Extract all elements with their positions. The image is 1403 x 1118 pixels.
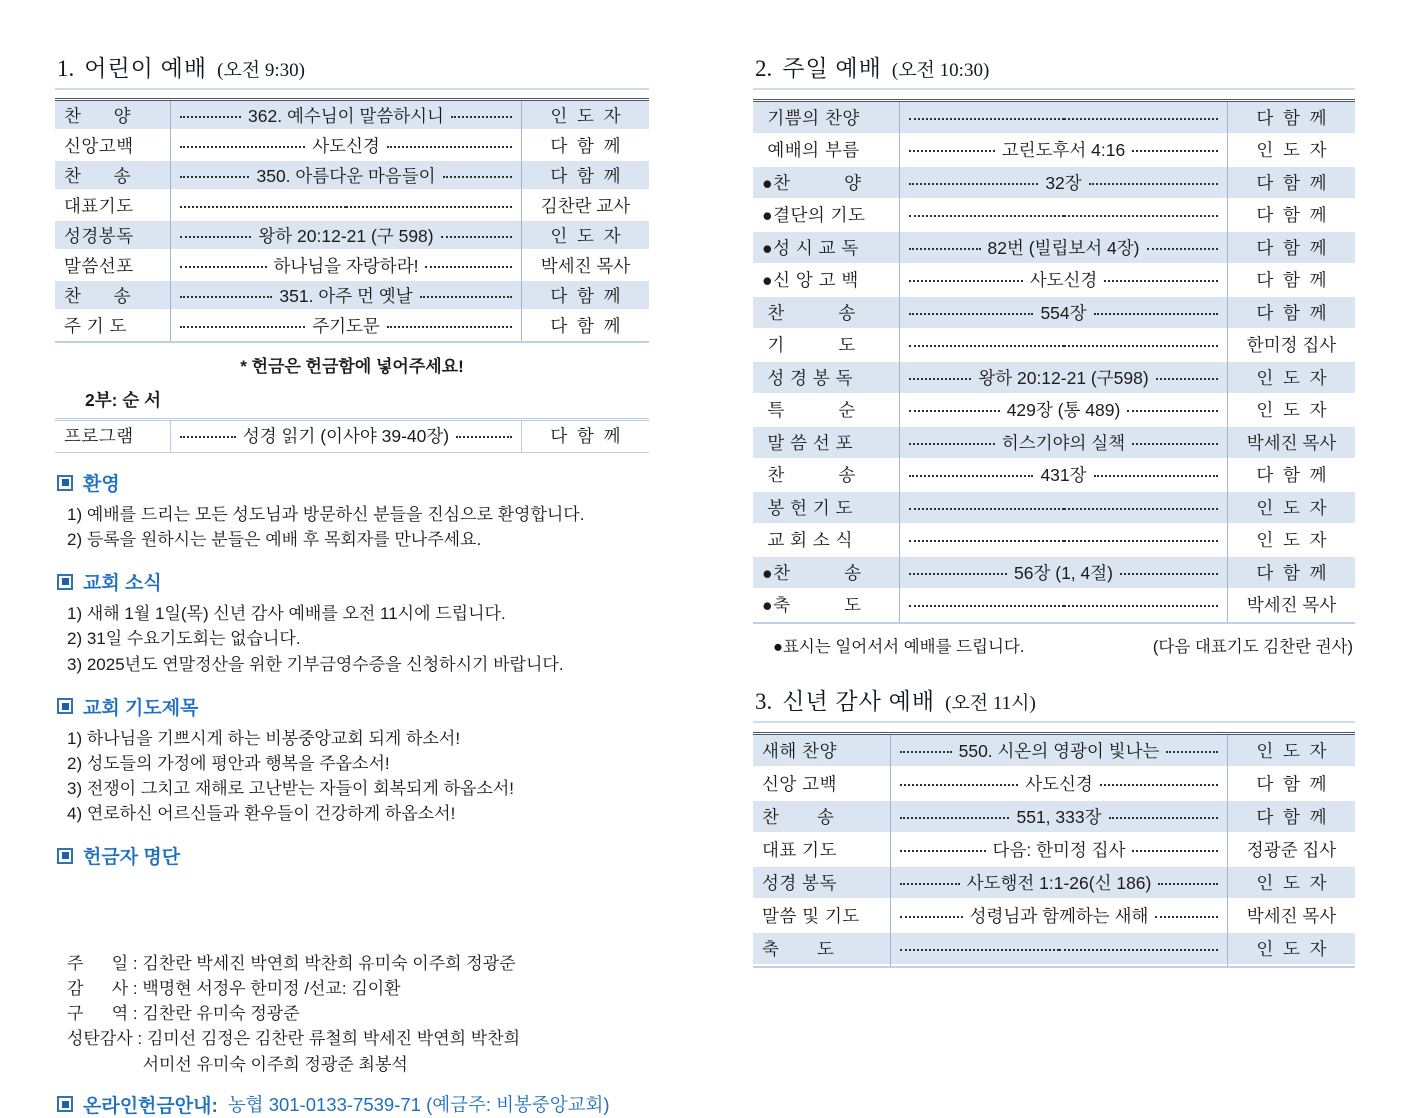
section-title: 환영 (83, 474, 120, 495)
section-item: 1) 하나님을 기쁘시게 하는 비봉중앙교회 되게 하소서! (67, 728, 461, 748)
order-content-cell (899, 137, 1228, 162)
leader-dots (1120, 573, 1218, 575)
leader-dots (909, 573, 1007, 575)
leader-dots (909, 118, 1064, 120)
square-bullet-icon (57, 848, 73, 864)
order-label: 말 씀 선 포 (762, 432, 854, 453)
service-time: (오전 11시) (945, 693, 1036, 714)
order-leader: 인 도 자 (1256, 367, 1327, 388)
section-prayer-heading (57, 693, 649, 720)
order-row (55, 251, 649, 281)
order-label: ●찬 송 (762, 562, 862, 583)
order-content-cell (899, 430, 1228, 455)
leader-dots (180, 206, 346, 208)
order-row (753, 768, 1355, 801)
order-content-cell (899, 300, 1228, 325)
order-content-cell (170, 163, 522, 188)
order-leader: 인 도 자 (1256, 497, 1327, 518)
part2-label: 2부: 순 서 (85, 390, 161, 410)
order-content: 431장 (1040, 465, 1087, 486)
leader-dots (180, 436, 236, 438)
order-leader: 다 함 께 (1256, 774, 1327, 794)
service-title: 어린이 예배 (84, 56, 208, 81)
leader-dots (909, 248, 981, 250)
order-label: 봉 헌 기 도 (762, 497, 854, 518)
order-label: 말씀선포 (64, 255, 134, 276)
section-item: 3) 전쟁이 그치고 재해로 고난받는 자들이 회복되게 하옵소서! (67, 779, 515, 799)
section-item: 2) 성도들의 가정에 평안과 행복을 주옵소서! (67, 753, 390, 773)
service-1-heading (55, 50, 649, 90)
leader-dots (1155, 916, 1218, 918)
leader-dots (1104, 280, 1218, 282)
order-row (55, 311, 649, 341)
order-leader: 박세진 목사 (540, 255, 631, 276)
section-news-items (67, 601, 649, 676)
leader-dots (1064, 540, 1219, 542)
order-content: 성령님과 함께하는 새해 (969, 906, 1149, 926)
next-prayer-note: (다음 대표기도 김찬란 권사) (1152, 638, 1353, 656)
order-row (753, 395, 1355, 428)
leader-dots (909, 540, 1064, 542)
order-leader: 김찬란 교사 (540, 195, 631, 216)
section-title: 헌금자 명단 (83, 847, 181, 869)
order-leader: 박세진 목사 (1246, 595, 1337, 616)
service-number: 2. (755, 56, 773, 81)
order-content-cell (170, 423, 522, 448)
order-content: 56장 (1, 4절) (1014, 562, 1113, 583)
leader-dots (180, 146, 305, 148)
leader-dots (909, 150, 995, 152)
section-title: 교회 소식 (83, 573, 162, 595)
section-donors-items (67, 875, 649, 1076)
order-row (753, 167, 1355, 200)
order-content-cell (899, 602, 1228, 607)
section-prayer-items (67, 726, 649, 827)
order-row (753, 232, 1355, 265)
column-divider (899, 102, 900, 622)
donor-line: 성탄감사 : 김미선 김정은 김찬란 류철희 박세진 박연희 박찬희 (67, 1029, 521, 1049)
leader-dots (180, 116, 241, 118)
order-content-cell (899, 342, 1228, 347)
section-news-heading (57, 568, 649, 595)
order-leader: 다 함 께 (1256, 807, 1327, 827)
order-label: 신앙고백 (64, 135, 134, 156)
online-offering-account: 농협 301-0133-7539-71 (예금주: 비봉중앙교회) (227, 1094, 610, 1116)
order-content: 하나님을 자랑하라! (273, 255, 419, 276)
order-label: 찬 송 (762, 302, 856, 323)
order-row (753, 590, 1355, 623)
square-bullet-icon (57, 475, 73, 491)
order-content: 550. 시온의 영광이 빛나는 (958, 741, 1160, 761)
order-content-cell (170, 103, 522, 128)
leader-dots (1132, 443, 1218, 445)
donor-line: 주 일 : 김찬란 박세진 박연희 박찬희 유미숙 이주희 정광준 (67, 953, 516, 973)
order-row (753, 330, 1355, 363)
leader-dots (1132, 850, 1218, 852)
order-row (753, 492, 1355, 525)
order-content-cell (890, 738, 1228, 763)
order-label: 찬 송 (64, 285, 131, 306)
section-item: 2) 등록을 원하시는 분들은 예배 후 목회자를 만나주세요. (67, 530, 482, 550)
section-item: 4) 연로하신 어르신들과 환우들이 건강하게 하옵소서! (67, 804, 456, 824)
leader-dots (1132, 150, 1218, 152)
section-welcome-items (67, 502, 649, 552)
leader-dots (909, 345, 1064, 347)
order-row (753, 102, 1355, 135)
order-row (753, 460, 1355, 493)
leader-dots (909, 605, 1064, 607)
order-label: 새해 찬양 (762, 741, 837, 761)
order-label: 대표 기도 (762, 840, 837, 860)
column-divider (890, 735, 891, 966)
leader-dots (909, 443, 995, 445)
order-label: 교 회 소 식 (762, 530, 854, 551)
order-label: 기쁨의 찬양 (762, 107, 860, 128)
order-row (753, 525, 1355, 558)
leader-dots (909, 313, 1033, 315)
order-content-cell (890, 804, 1228, 829)
order-leader: 다 함 께 (1256, 562, 1327, 583)
service-3-heading (753, 683, 1355, 723)
order-leader: 다 함 께 (1256, 107, 1327, 128)
order-label: 성 경 봉 독 (762, 367, 854, 388)
service-time: (오전 10:30) (891, 60, 990, 81)
order-leader: 인 도 자 (550, 225, 621, 246)
leader-dots (180, 326, 305, 328)
order-label: 프로그램 (64, 426, 134, 446)
order-content-cell (890, 946, 1228, 951)
order-leader: 인 도 자 (1256, 140, 1327, 161)
standing-note: ●표시는 일어서서 예배를 드립니다. (773, 638, 1025, 656)
leader-dots (909, 475, 1033, 477)
order-leader: 다 함 께 (550, 315, 621, 336)
order-content: 350. 아름다운 마음들이 (256, 165, 436, 186)
order-row (753, 900, 1355, 933)
order-content: 히스기야의 실책 (1001, 432, 1126, 453)
order-leader: 인 도 자 (1256, 530, 1327, 551)
order-label: ●성 시 교 독 (762, 237, 859, 258)
leader-dots (909, 280, 1023, 282)
leader-dots (1064, 118, 1219, 120)
order-content: 362. 예수님이 말씀하시니 (248, 105, 444, 126)
section-welcome-heading (57, 469, 649, 496)
leader-dots (900, 751, 952, 753)
order-label: 찬 양 (64, 105, 131, 126)
order-label: 찬 송 (64, 165, 131, 186)
order-row (55, 101, 649, 131)
leader-dots (909, 215, 1064, 217)
order-content: 성경 읽기 (이사야 39-40장) (242, 426, 450, 446)
leader-dots (346, 206, 512, 208)
order-leader: 다 함 께 (1256, 270, 1327, 291)
leader-dots (1109, 817, 1218, 819)
order-leader: 다 함 께 (550, 165, 621, 186)
order-row (753, 834, 1355, 867)
column-divider (170, 101, 171, 341)
leader-dots (456, 436, 512, 438)
order-content: 고린도후서 4:16 (1001, 140, 1126, 161)
leader-dots (1147, 248, 1219, 250)
order-content: 551, 333장 (1016, 807, 1102, 827)
online-offering-label: 온라인헌금안내: (83, 1095, 218, 1117)
donor-line: 구 역 : 김찬란 유미숙 정광준 (67, 1004, 300, 1024)
order-leader: 인 도 자 (1256, 939, 1327, 959)
leader-dots (909, 508, 1064, 510)
order-content-cell (170, 313, 522, 338)
order-content: 82번 (빌립보서 4장) (987, 237, 1140, 258)
section-donors-heading (57, 842, 649, 869)
sunday-service-table (753, 99, 1355, 624)
service-title: 신년 감사 예배 (782, 689, 936, 714)
column-divider (1227, 735, 1228, 966)
order-label: ●신 앙 고 백 (762, 270, 859, 291)
order-leader: 정광준 집사 (1246, 840, 1337, 860)
leader-dots (1127, 410, 1218, 412)
section-donors (55, 842, 649, 1076)
order-label: ●축 도 (762, 595, 862, 616)
order-row (753, 265, 1355, 298)
online-offering-line (57, 1091, 649, 1118)
order-leader: 인 도 자 (550, 105, 621, 126)
section-title: 교회 기도제목 (83, 697, 199, 719)
order-leader: 다 함 께 (1256, 465, 1327, 486)
order-content-cell (899, 397, 1228, 422)
order-leader: 인 도 자 (1256, 873, 1327, 893)
leader-dots (1064, 345, 1219, 347)
order-content-cell (899, 365, 1228, 390)
service-number: 3. (755, 689, 773, 714)
leader-dots (387, 326, 512, 328)
order-row (55, 421, 649, 452)
order-row (753, 735, 1355, 768)
children-service-table (55, 98, 649, 343)
leader-dots (900, 916, 963, 918)
donor-line: 서미선 유미숙 이주희 정광준 최봉석 (67, 1054, 408, 1074)
square-bullet-icon (57, 1096, 73, 1112)
leader-dots (441, 236, 512, 238)
order-row (753, 362, 1355, 395)
order-content-cell (899, 235, 1228, 260)
column-divider (170, 421, 171, 452)
order-row (55, 131, 649, 161)
order-label: 기 도 (762, 335, 856, 356)
order-content: 왕하 20:12-21 (구 598) (258, 225, 434, 246)
leader-dots (420, 296, 512, 298)
order-row (753, 933, 1355, 966)
leader-dots (1100, 784, 1218, 786)
leader-dots (425, 266, 512, 268)
leader-dots (900, 949, 1059, 951)
order-content-cell (890, 771, 1228, 796)
order-leader: 다 함 께 (1256, 205, 1327, 226)
order-content-cell (899, 537, 1228, 542)
leader-dots (387, 146, 512, 148)
leader-dots (1158, 883, 1218, 885)
order-row (753, 867, 1355, 900)
order-label: 주 기 도 (64, 315, 127, 336)
section-item: 3) 2025년도 연말정산을 위한 기부금영수증을 신청하시기 바랍니다. (67, 654, 564, 674)
newyear-service-table (753, 732, 1355, 968)
order-label: ●찬 양 (762, 172, 862, 193)
order-row (55, 191, 649, 221)
order-content: 사도신경 (312, 135, 380, 156)
section-item: 1) 새해 1월 1일(목) 신년 감사 예배를 오전 11시에 드립니다. (67, 604, 506, 624)
section-welcome (55, 469, 649, 552)
order-row (753, 557, 1355, 590)
order-label: 신앙 고백 (762, 774, 837, 794)
leader-dots (909, 410, 1000, 412)
order-label: 특 순 (762, 400, 856, 421)
order-row (753, 801, 1355, 834)
order-content-cell (170, 133, 522, 158)
order-label: 말씀 및 기도 (762, 906, 860, 926)
leader-dots (180, 236, 251, 238)
order-content-cell (890, 870, 1228, 895)
square-bullet-icon (57, 574, 73, 590)
leader-dots (1059, 949, 1218, 951)
order-content-cell (899, 170, 1228, 195)
order-label: 찬 송 (762, 465, 856, 486)
square-bullet-icon (57, 698, 73, 714)
leader-dots (900, 784, 1018, 786)
section-news (55, 568, 649, 676)
leader-dots (1089, 183, 1218, 185)
order-row (753, 200, 1355, 233)
order-leader: 다 함 께 (550, 285, 621, 306)
order-content-cell (170, 223, 522, 248)
order-leader: 인 도 자 (1256, 741, 1327, 761)
order-content: 사도신경 (1025, 774, 1093, 794)
order-leader: 한미정 집사 (1246, 335, 1337, 356)
service-2-heading (753, 50, 1355, 90)
order-content: 사도신경 (1029, 270, 1098, 291)
part2-table (55, 418, 649, 453)
donor-line: 감 사 : 백명현 서정우 한미정 /선교: 김이환 (67, 979, 401, 999)
leader-dots (909, 378, 971, 380)
order-content-cell (899, 505, 1228, 510)
leader-dots (900, 850, 986, 852)
order-label: ●결단의 기도 (762, 205, 866, 226)
leader-dots (1064, 215, 1219, 217)
column-divider (521, 101, 522, 341)
order-leader: 다 함 께 (1256, 302, 1327, 323)
order-leader: 인 도 자 (1256, 400, 1327, 421)
offering-note: * 헌금은 헌금함에 넣어주세요! (240, 357, 464, 376)
service-title: 주일 예배 (782, 56, 882, 81)
leader-dots (909, 183, 1038, 185)
section-item: 1) 예배를 드리는 모든 성도님과 방문하신 분들을 진심으로 환영합니다. (67, 505, 585, 524)
order-row (753, 297, 1355, 330)
order-label: 대표기도 (64, 195, 134, 216)
order-row (753, 135, 1355, 168)
order-leader: 박세진 목사 (1246, 432, 1337, 453)
order-content-cell (899, 462, 1228, 487)
order-label: 예배의 부름 (762, 140, 860, 161)
order-leader: 다 함 께 (1256, 172, 1327, 193)
order-leader: 다 함 께 (550, 426, 621, 446)
order-row (55, 221, 649, 251)
order-row (55, 281, 649, 311)
leader-dots (1064, 508, 1219, 510)
order-content: 사도행전 1:1-26(신 186) (966, 873, 1152, 893)
leader-dots (180, 296, 272, 298)
order-leader: 다 함 께 (550, 135, 621, 156)
column-divider (1227, 102, 1228, 622)
leader-dots (180, 266, 267, 268)
order-content-cell (170, 203, 522, 208)
left-column (55, 50, 649, 1118)
service-number: 1. (57, 56, 75, 81)
section-item: 2) 31일 수요기도회는 없습니다. (67, 629, 301, 649)
order-content: 351. 아주 먼 옛날 (279, 285, 413, 306)
service-time: (오전 9:30) (217, 60, 305, 81)
order-label: 축 도 (762, 939, 835, 959)
order-label: 성경 봉독 (762, 873, 837, 893)
leader-dots (900, 817, 1009, 819)
leader-dots (1166, 751, 1218, 753)
leader-dots (1064, 605, 1219, 607)
leader-dots (1156, 378, 1218, 380)
leader-dots (443, 176, 512, 178)
order-content-cell (170, 283, 522, 308)
order-content: 554장 (1040, 302, 1087, 323)
standing-footnote (773, 633, 1353, 657)
order-content-cell (899, 115, 1228, 120)
leader-dots (180, 176, 249, 178)
order-content: 429장 (통 489) (1006, 400, 1121, 421)
order-content-cell (890, 837, 1228, 862)
right-column (753, 50, 1355, 968)
column-divider (521, 421, 522, 452)
leader-dots (451, 116, 512, 118)
order-content-cell (899, 212, 1228, 217)
order-content-cell (170, 253, 522, 278)
order-leader: 박세진 목사 (1246, 906, 1337, 926)
order-label: 성경봉독 (64, 225, 134, 246)
order-content: 왕하 20:12-21 (구598) (978, 367, 1149, 388)
leader-dots (1094, 475, 1218, 477)
order-content: 다음: 한미정 집사 (992, 840, 1126, 860)
order-label: 찬 송 (762, 807, 835, 827)
leader-dots (900, 883, 960, 885)
section-prayer (55, 693, 649, 827)
order-row (55, 161, 649, 191)
order-leader: 다 함 께 (1256, 237, 1327, 258)
order-content-cell (890, 903, 1228, 928)
order-content-cell (899, 560, 1228, 585)
order-content-cell (899, 267, 1228, 292)
order-row (753, 427, 1355, 460)
order-content: 주기도문 (312, 315, 380, 336)
order-content: 32장 (1045, 172, 1082, 193)
leader-dots (1094, 313, 1218, 315)
